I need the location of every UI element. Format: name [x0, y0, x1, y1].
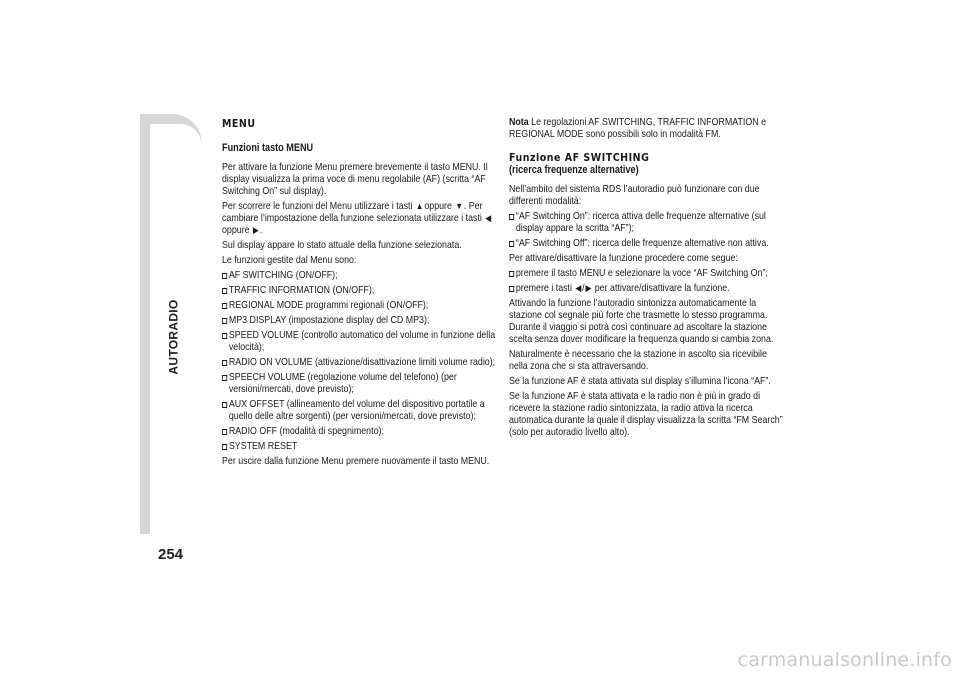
page-number: 254: [158, 546, 184, 563]
checkbox-bullet-icon: [222, 303, 227, 309]
checkbox-bullet-icon: [222, 360, 227, 366]
arrow-down-icon: ▼: [455, 201, 463, 211]
menu-exit-text: Per uscire dalla funzione Menu premere nuovamente il tasto MENU.: [222, 456, 490, 467]
note-paragraph: [509, 117, 786, 141]
checkbox-bullet-icon: [222, 375, 227, 381]
af-switching-title: Funzione AF SWITCHING: [509, 151, 650, 164]
checkbox-bullet-icon: [222, 429, 227, 435]
left-column: [222, 117, 497, 471]
note-text: Le regolazioni AF SWITCHING, TRAFFIC INFORMATION e REGIONAL MODE sono possibili solo in modalità FM.: [509, 117, 767, 140]
list-item: “AF Switching Off”: ricerca delle frequenze alternative non attiva.: [509, 238, 786, 250]
af-reception-note: Naturalmente è necessario che la stazione in ascolto sia ricevibile nella zona che si sta attraversando.: [509, 349, 767, 372]
list-item: TRAFFIC INFORMATION (ON/OFF);: [222, 285, 497, 297]
right-column: [509, 117, 786, 442]
af-behavior-text: Attivando la funzione l’autoradio sintonizza automaticamente la stazione col segnale più forte che trasmette lo stesso programma. Durante il viaggio si potrà così continuare ad ascoltare la stazione scelta senza dover modificare la frequenza quando si cambia zona.: [509, 298, 774, 345]
list-item: SPEED VOLUME (controllo automatico del volume in funzione della velocità);: [222, 330, 497, 354]
checkbox-bullet-icon: [222, 402, 227, 408]
af-procedure-intro: Per attivare/disattivare la funzione procedere come segue:: [509, 253, 738, 264]
menu-title: MENU: [222, 117, 256, 130]
checkbox-bullet-icon: [222, 273, 227, 279]
menu-function-list: [222, 270, 497, 453]
list-item: SPEECH VOLUME (regolazione volume del telefono) (per versioni/mercati, dove previsto);: [222, 372, 497, 396]
list-item: premere i tasti ◀/▶ per attivare/disattivare la funzione.: [509, 283, 786, 295]
arrow-left-icon: ◀: [575, 283, 582, 293]
watermark: carmanualsonline.info: [737, 649, 952, 671]
list-item: premere il tasto MENU e selezionare la voce “AF Switching On”;: [509, 268, 786, 280]
list-item: RADIO ON VOLUME (attivazione/disattivazione limiti volume radio);: [222, 357, 497, 369]
af-switching-subtitle: (ricerca frequenze alternative): [509, 164, 639, 176]
note-label: Nota: [509, 117, 529, 128]
list-item: AUX OFFSET (allineamento del volume del dispositivo portatile a quello delle altre sorgenti) (per versioni/mercati, dove previsto);: [222, 399, 497, 423]
list-item: SYSTEM RESET: [222, 441, 497, 453]
arrow-right-icon: ▶: [252, 225, 259, 235]
checkbox-bullet-icon: [222, 444, 227, 450]
af-icon-text: Se la funzione AF è stata attivata sul display s’illumina l’icona “AF”.: [509, 376, 771, 387]
list-item: REGIONAL MODE programmi regionali (ON/OFF);: [222, 300, 497, 312]
arrow-left-icon: ◀: [485, 213, 492, 223]
checkbox-bullet-icon: [509, 241, 514, 247]
af-intro: Nell’ambito del sistema RDS l’autoradio può funzionare con due differenti modalità:: [509, 184, 760, 207]
checkbox-bullet-icon: [509, 286, 514, 292]
checkbox-bullet-icon: [222, 318, 227, 324]
list-item: AF SWITCHING (ON/OFF);: [222, 270, 497, 282]
arrow-right-icon: ▶: [585, 283, 592, 293]
menu-scroll-instructions: Per scorrere le funzioni del Menu utilizzare i tasti ▲oppure ▼. Per cambiare l’impostazione della funzione selezionata utilizzare i tasti ◀oppure ▶.: [222, 201, 492, 236]
section-side-label: AUTORADIO: [167, 299, 181, 375]
menu-subtitle: Funzioni tasto MENU: [222, 142, 314, 154]
checkbox-bullet-icon: [222, 333, 227, 339]
af-search-text: Se la funzione AF è stata attivata e la radio non è più in grado di ricevere la stazione radio sintonizzata, la radio attiva la ricerca automatica durante la quale il display visualizza la scritta “FM Search” (solo per autoradio livello alto).: [509, 391, 783, 438]
checkbox-bullet-icon: [509, 271, 514, 277]
list-item: RADIO OFF (modalità di spegnimento);: [222, 426, 497, 438]
list-item: “AF Switching On”: ricerca attiva delle frequenze alternative (sul display appare la scritta “AF”);: [509, 211, 786, 235]
menu-functions-intro: Le funzioni gestite dal Menu sono:: [222, 255, 357, 266]
arrow-up-icon: ▲: [415, 201, 424, 211]
menu-intro: Per attivare la funzione Menu premere brevemente il tasto MENU. Il display visualizza la prima voce di menu regolabile (AF) (scritta “AF Switching On” sul display).: [222, 162, 488, 197]
menu-status-text: Sul display appare lo stato attuale della funzione selezionata.: [222, 240, 462, 251]
list-item: MP3 DISPLAY (impostazione display del CD MP3);: [222, 315, 497, 327]
checkbox-bullet-icon: [509, 214, 514, 220]
checkbox-bullet-icon: [222, 288, 227, 294]
